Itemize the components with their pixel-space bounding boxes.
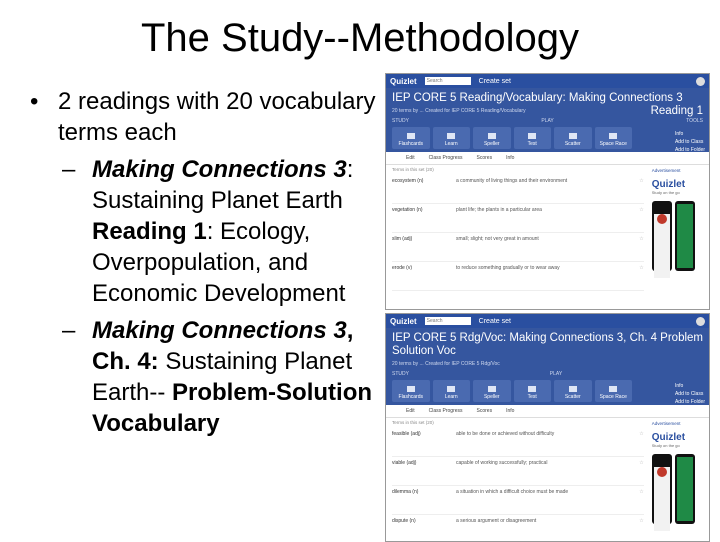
term: slim (adj) bbox=[392, 236, 413, 242]
term-row bbox=[392, 204, 644, 233]
quizlet-screenshot-2 bbox=[385, 313, 710, 542]
definition: small; slight; not very great in amount bbox=[456, 236, 539, 242]
mode-scatter[interactable] bbox=[554, 380, 592, 402]
mode-label: Learn bbox=[444, 141, 458, 147]
ad-sub: Study on the go bbox=[651, 443, 680, 448]
tab-bar bbox=[386, 152, 709, 165]
test-icon bbox=[528, 133, 536, 139]
mode-label: Test bbox=[527, 141, 537, 147]
set-title-right: Reading 1 bbox=[650, 105, 703, 117]
phone-image bbox=[652, 454, 672, 524]
search-input[interactable]: Search bbox=[425, 77, 471, 85]
tool-add-folder[interactable]: Add to Folder bbox=[674, 147, 705, 153]
mode-label: Speller bbox=[483, 394, 500, 400]
tab-info[interactable]: Info bbox=[506, 155, 515, 161]
tool-add-folder[interactable]: Add to Folder bbox=[674, 399, 705, 405]
star-icon[interactable]: ☆ bbox=[639, 489, 644, 495]
set-title-right: Problem bbox=[660, 332, 703, 344]
tool-add-class[interactable]: Add to Class bbox=[674, 391, 704, 397]
create-set-link[interactable]: Create set bbox=[478, 317, 511, 325]
star-icon[interactable]: ☆ bbox=[639, 460, 644, 466]
definition: capable of working successfully; practical bbox=[456, 460, 548, 466]
set-header bbox=[386, 328, 709, 405]
mode-speller[interactable] bbox=[473, 127, 511, 149]
space-race-icon bbox=[609, 133, 617, 139]
star-icon[interactable]: ☆ bbox=[639, 207, 644, 213]
play-label: PLAY bbox=[541, 118, 554, 124]
tools-list bbox=[675, 382, 705, 406]
ad-logo: Quizlet bbox=[651, 179, 686, 190]
ad-sub: Study on the go bbox=[651, 190, 680, 195]
set-owner: 20 terms by ... Created for IEP CORE 5 Reading/Vocabulary bbox=[392, 108, 526, 114]
mode-flashcards[interactable] bbox=[392, 127, 430, 149]
set-title-left: IEP CORE 5 Reading/Vocabulary: Making Connections 3 bbox=[392, 92, 683, 104]
mode-label: Learn bbox=[444, 394, 458, 400]
tool-info[interactable]: Info bbox=[674, 383, 684, 389]
mode-label: Scatter bbox=[564, 394, 581, 400]
bullet-dot-icon: • bbox=[30, 88, 39, 115]
dash-icon: – bbox=[62, 317, 76, 344]
learn-icon bbox=[447, 386, 455, 392]
sub-bullet-2 bbox=[26, 315, 376, 439]
ad-logo: Quizlet bbox=[651, 432, 686, 443]
term-row bbox=[392, 262, 644, 291]
term-row bbox=[392, 515, 644, 542]
ad-panel[interactable] bbox=[650, 165, 709, 293]
sub2-text1: Sustaining Planet Earth-- bbox=[92, 348, 353, 406]
sub1-text1: Sustaining Planet Earth bbox=[92, 187, 343, 214]
dash-icon: – bbox=[62, 156, 76, 183]
tab-edit[interactable]: Edit bbox=[406, 408, 415, 414]
sub2-mid: , bbox=[346, 317, 354, 344]
set-title-left: IEP CORE 5 Rdg/Voc: Making Connections 3, Ch. 4 bbox=[392, 332, 658, 344]
phone-image bbox=[675, 454, 695, 524]
study-label: STUDY bbox=[392, 118, 409, 124]
term-row bbox=[392, 486, 644, 515]
term-row bbox=[392, 175, 644, 204]
mode-learn[interactable] bbox=[433, 380, 471, 402]
set-title bbox=[392, 332, 703, 345]
quizlet-logo[interactable]: Quizlet bbox=[390, 316, 417, 326]
definition: able to be done or achieved without difficulty bbox=[456, 431, 555, 437]
phone-image bbox=[675, 201, 695, 271]
set-owner: 20 terms by ... Created for IEP CORE 5 Rdg/Voc bbox=[392, 361, 500, 367]
mode-flashcards[interactable] bbox=[392, 380, 430, 402]
mode-label: Space Race bbox=[599, 141, 627, 147]
tab-class-progress[interactable]: Class Progress bbox=[428, 408, 463, 414]
ad-label: Advertisement bbox=[651, 168, 681, 173]
terms-list bbox=[386, 418, 650, 542]
study-label: STUDY bbox=[392, 371, 409, 377]
mode-label: Scatter bbox=[564, 141, 581, 147]
term: dilemma (n) bbox=[392, 489, 419, 495]
star-icon[interactable]: ☆ bbox=[639, 431, 644, 437]
term: dispute (n) bbox=[392, 518, 416, 524]
mode-test[interactable] bbox=[514, 127, 552, 149]
definition: plant life; the plants in a particular area bbox=[456, 207, 542, 213]
definition: a community of living things and their environment bbox=[456, 178, 568, 184]
tab-scores[interactable]: Scores bbox=[476, 408, 493, 414]
space-race-icon bbox=[609, 386, 617, 392]
sub2-bold1: Ch. 4: bbox=[92, 348, 159, 375]
flashcards-icon bbox=[407, 386, 415, 392]
speller-icon bbox=[488, 133, 496, 139]
tab-class-progress[interactable]: Class Progress bbox=[428, 155, 463, 161]
mode-space-race[interactable] bbox=[595, 127, 633, 149]
mode-label: Speller bbox=[483, 141, 500, 147]
ad-panel[interactable] bbox=[650, 418, 709, 542]
term-row bbox=[392, 233, 644, 262]
sub1-colon: : bbox=[346, 156, 354, 183]
tools-label: TOOLS bbox=[686, 118, 703, 124]
star-icon[interactable]: ☆ bbox=[639, 178, 644, 184]
set-header bbox=[386, 88, 709, 152]
term: viable (adj) bbox=[392, 460, 417, 466]
mode-label: Test bbox=[527, 394, 537, 400]
avatar[interactable] bbox=[696, 77, 705, 86]
term: ecosystem (n) bbox=[392, 178, 424, 184]
definition: to reduce something gradually or to wear away bbox=[456, 265, 560, 271]
sub2-bold2: Problem-Solution Vocabulary bbox=[92, 379, 373, 437]
terms-list bbox=[386, 165, 650, 293]
top-bar bbox=[386, 74, 709, 88]
scatter-icon bbox=[569, 133, 577, 139]
term-row bbox=[392, 457, 644, 486]
tab-scores[interactable]: Scores bbox=[476, 155, 493, 161]
definition: a situation in which a difficult choice must be made bbox=[456, 489, 569, 495]
play-label: PLAY bbox=[549, 371, 563, 377]
star-icon[interactable]: ☆ bbox=[639, 265, 644, 271]
sub-bullet-1 bbox=[26, 154, 376, 309]
sub2-head: Making Connections 3 bbox=[92, 317, 347, 344]
tab-info[interactable]: Info bbox=[506, 408, 515, 414]
flashcards-icon bbox=[407, 133, 415, 139]
top-bar bbox=[386, 314, 709, 328]
tab-bar bbox=[386, 405, 709, 418]
sub1-text2: : Ecology, Overpopulation, and Economic Development bbox=[92, 218, 346, 307]
tools-list bbox=[675, 130, 705, 154]
phone-image bbox=[652, 201, 672, 271]
star-icon[interactable]: ☆ bbox=[639, 236, 644, 242]
tool-info[interactable]: Info bbox=[674, 131, 684, 137]
term-row bbox=[392, 428, 644, 457]
bullet-list bbox=[26, 86, 376, 439]
ad-label: Advertisement bbox=[651, 421, 681, 426]
slide-title: The Study--Methodology bbox=[140, 16, 579, 60]
term: vegetation (n) bbox=[392, 207, 423, 213]
terms-count: Terms in this set (20) bbox=[392, 167, 434, 172]
term: erode (v) bbox=[392, 265, 413, 271]
mode-label: Flashcards bbox=[398, 394, 423, 400]
mode-space-race[interactable] bbox=[595, 380, 633, 402]
create-set-link[interactable]: Create set bbox=[478, 77, 511, 85]
scatter-icon bbox=[569, 386, 577, 392]
bullet-main bbox=[26, 86, 376, 148]
sub1-bold: Reading 1 bbox=[92, 218, 207, 245]
mode-speller[interactable] bbox=[473, 380, 511, 402]
bullet-main-text: 2 readings with 20 vocabulary terms each bbox=[58, 88, 376, 146]
mode-learn[interactable] bbox=[433, 127, 471, 149]
search-input[interactable]: Search bbox=[425, 317, 471, 325]
star-icon[interactable]: ☆ bbox=[639, 518, 644, 524]
mode-label: Flashcards bbox=[398, 141, 423, 147]
mode-label: Space Race bbox=[599, 394, 627, 400]
avatar[interactable] bbox=[696, 317, 705, 326]
definition: a serious argument or disagreement bbox=[456, 518, 537, 524]
tool-add-class[interactable]: Add to Class bbox=[674, 139, 704, 145]
test-icon bbox=[528, 386, 536, 392]
quizlet-screenshot-1 bbox=[385, 73, 710, 310]
set-title-line2: Solution Voc bbox=[392, 345, 456, 357]
tab-edit[interactable]: Edit bbox=[406, 155, 415, 161]
learn-icon bbox=[447, 133, 455, 139]
terms-count: Terms in this set (20) bbox=[392, 420, 434, 425]
mode-scatter[interactable] bbox=[554, 127, 592, 149]
quizlet-logo[interactable]: Quizlet bbox=[390, 76, 417, 86]
term: feasible (adj) bbox=[392, 431, 421, 437]
mode-test[interactable] bbox=[514, 380, 552, 402]
speller-icon bbox=[488, 386, 496, 392]
sub1-head: Making Connections 3 bbox=[92, 156, 347, 183]
